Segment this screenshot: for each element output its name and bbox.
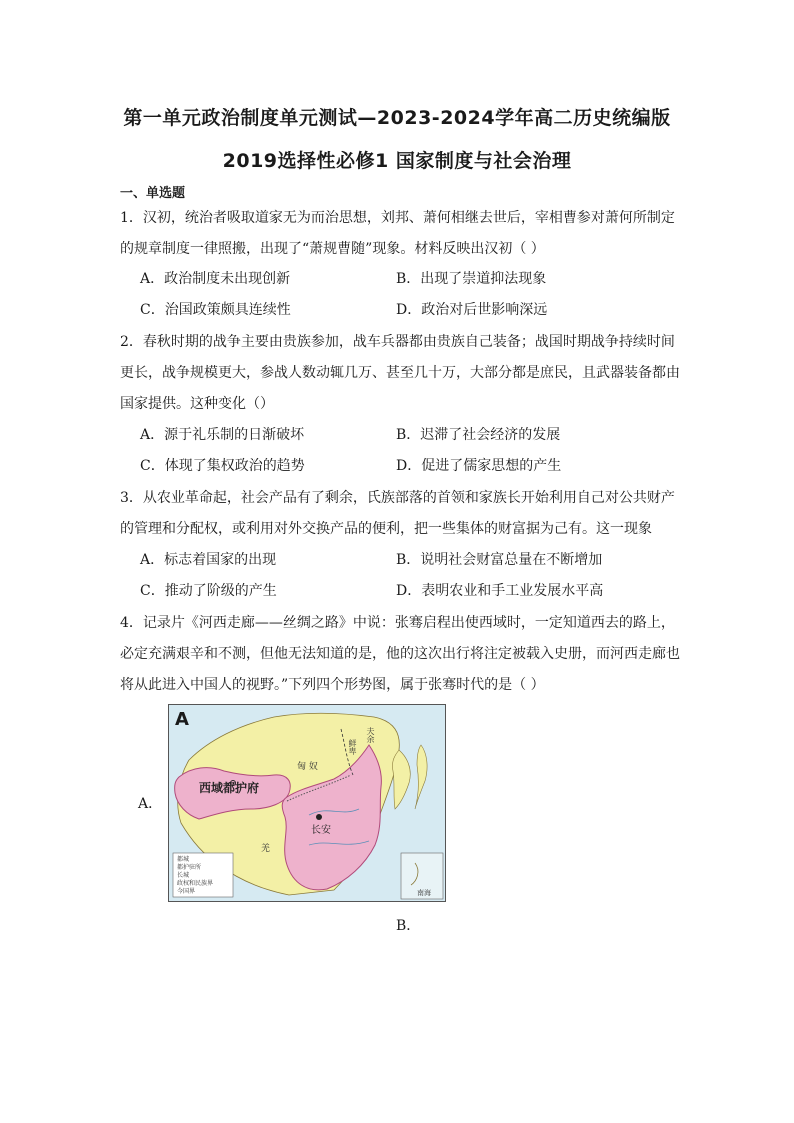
question-1-option-c: C．治国政策颇具连续性 bbox=[140, 302, 291, 318]
historical-map-a bbox=[168, 704, 446, 902]
map-option-b-label: B． bbox=[396, 918, 421, 934]
map-legend-item: 今国界 bbox=[177, 888, 196, 895]
question-2-stem-line-1: 2．春秋时期的战争主要由贵族参加，战车兵器都由贵族自己装备；战国时期战争持续时间 bbox=[120, 334, 675, 350]
question-2-stem-line-2: 更长，战争规模更大，参战人数动辄几万、甚至几十万，大部分都是庶民，且武器装备都由 bbox=[120, 365, 680, 381]
question-1-stem-line-1: 1．汉初，统治者吸取道家无为而治思想，刘邦、萧何相继去世后，宰相曹参对萧何所制定 bbox=[120, 210, 675, 226]
map-legend-item: 政权和民族界 bbox=[177, 880, 214, 887]
question-2-option-d: D．促进了儒家思想的产生 bbox=[396, 458, 562, 474]
question-3-option-d: D．表明农业和手工业发展水平高 bbox=[396, 583, 604, 599]
question-4-stem-line-1: 4．记录片《河西走廊——丝绸之路》中说：张骞启程出使西域时，一定知道西去的路上， bbox=[120, 615, 675, 631]
section-heading: 一、单选题 bbox=[120, 186, 186, 201]
question-3-stem-line-1: 3．从农业革命起，社会产品有了剩余，氏族部落的首领和家族长开始利用自己对公共财产 bbox=[120, 490, 675, 506]
map-label-xiongnu: 匈 奴 bbox=[297, 762, 318, 772]
map-label-xiyu: 西域都护府 bbox=[199, 781, 260, 795]
question-2-option-b: B．迟滞了社会经济的发展 bbox=[396, 427, 561, 443]
question-3-option-a: A．标志着国家的出现 bbox=[140, 552, 277, 568]
map-legend-item: 都护驻所 bbox=[177, 864, 202, 871]
map-korea-peninsula bbox=[392, 750, 410, 809]
question-2-stem-line-3: 国家提供。这种变化（） bbox=[120, 396, 274, 412]
question-3-stem-line-2: 的管理和分配权，或利用对外交换产品的便利，把一些集体的财富据为己有。这一现象 bbox=[120, 521, 652, 537]
map-label-nanhai: 南海 bbox=[417, 889, 431, 897]
map-label-xianbei: 鲜卑 bbox=[348, 739, 357, 755]
question-2-option-c: C．体现了集权政治的趋势 bbox=[140, 458, 305, 474]
map-panel-letter: A bbox=[175, 709, 189, 730]
document-title-line-1: 第一单元政治制度单元测试—2023-2024学年高二历史统编版 bbox=[123, 107, 671, 129]
question-2-option-a: A．源于礼乐制的日渐破坏 bbox=[140, 427, 305, 443]
question-1-option-d: D．政治对后世影响深远 bbox=[396, 302, 548, 318]
map-legend-item: 长城 bbox=[177, 872, 190, 879]
document-title-line-2: 2019选择性必修1 国家制度与社会治理 bbox=[222, 150, 572, 172]
map-japan-islands bbox=[415, 745, 427, 809]
question-1-option-a: A．政治制度未出现创新 bbox=[140, 271, 291, 287]
map-legend bbox=[177, 856, 213, 896]
map-option-a-label: A． bbox=[138, 796, 163, 812]
question-4-stem-line-3: 将从此进入中国人的视野。”下列四个形势图，属于张骞时代的是（ ） bbox=[120, 677, 545, 693]
question-3-option-b: B．说明社会财富总量在不断增加 bbox=[396, 552, 603, 568]
map-changan-marker bbox=[316, 814, 322, 820]
map-label-fuyu: 夫余 bbox=[366, 727, 375, 743]
question-4-stem-line-2: 必定充满艰辛和不测，但他无法知道的是，他的这次出行将注定被载入史册，而河西走廊也 bbox=[120, 646, 680, 662]
map-label-qiang: 羌 bbox=[261, 844, 271, 854]
map-label-changan: 长安 bbox=[311, 825, 331, 836]
question-3-option-c: C．推动了阶级的产生 bbox=[140, 583, 277, 599]
question-1-option-b: B．出现了崇道抑法现象 bbox=[396, 271, 547, 287]
map-legend-item: 都城 bbox=[177, 856, 190, 863]
question-1-stem-line-2: 的规章制度一律照搬，出现了“萧规曹随”现象。材料反映出汉初（ ） bbox=[120, 241, 545, 257]
